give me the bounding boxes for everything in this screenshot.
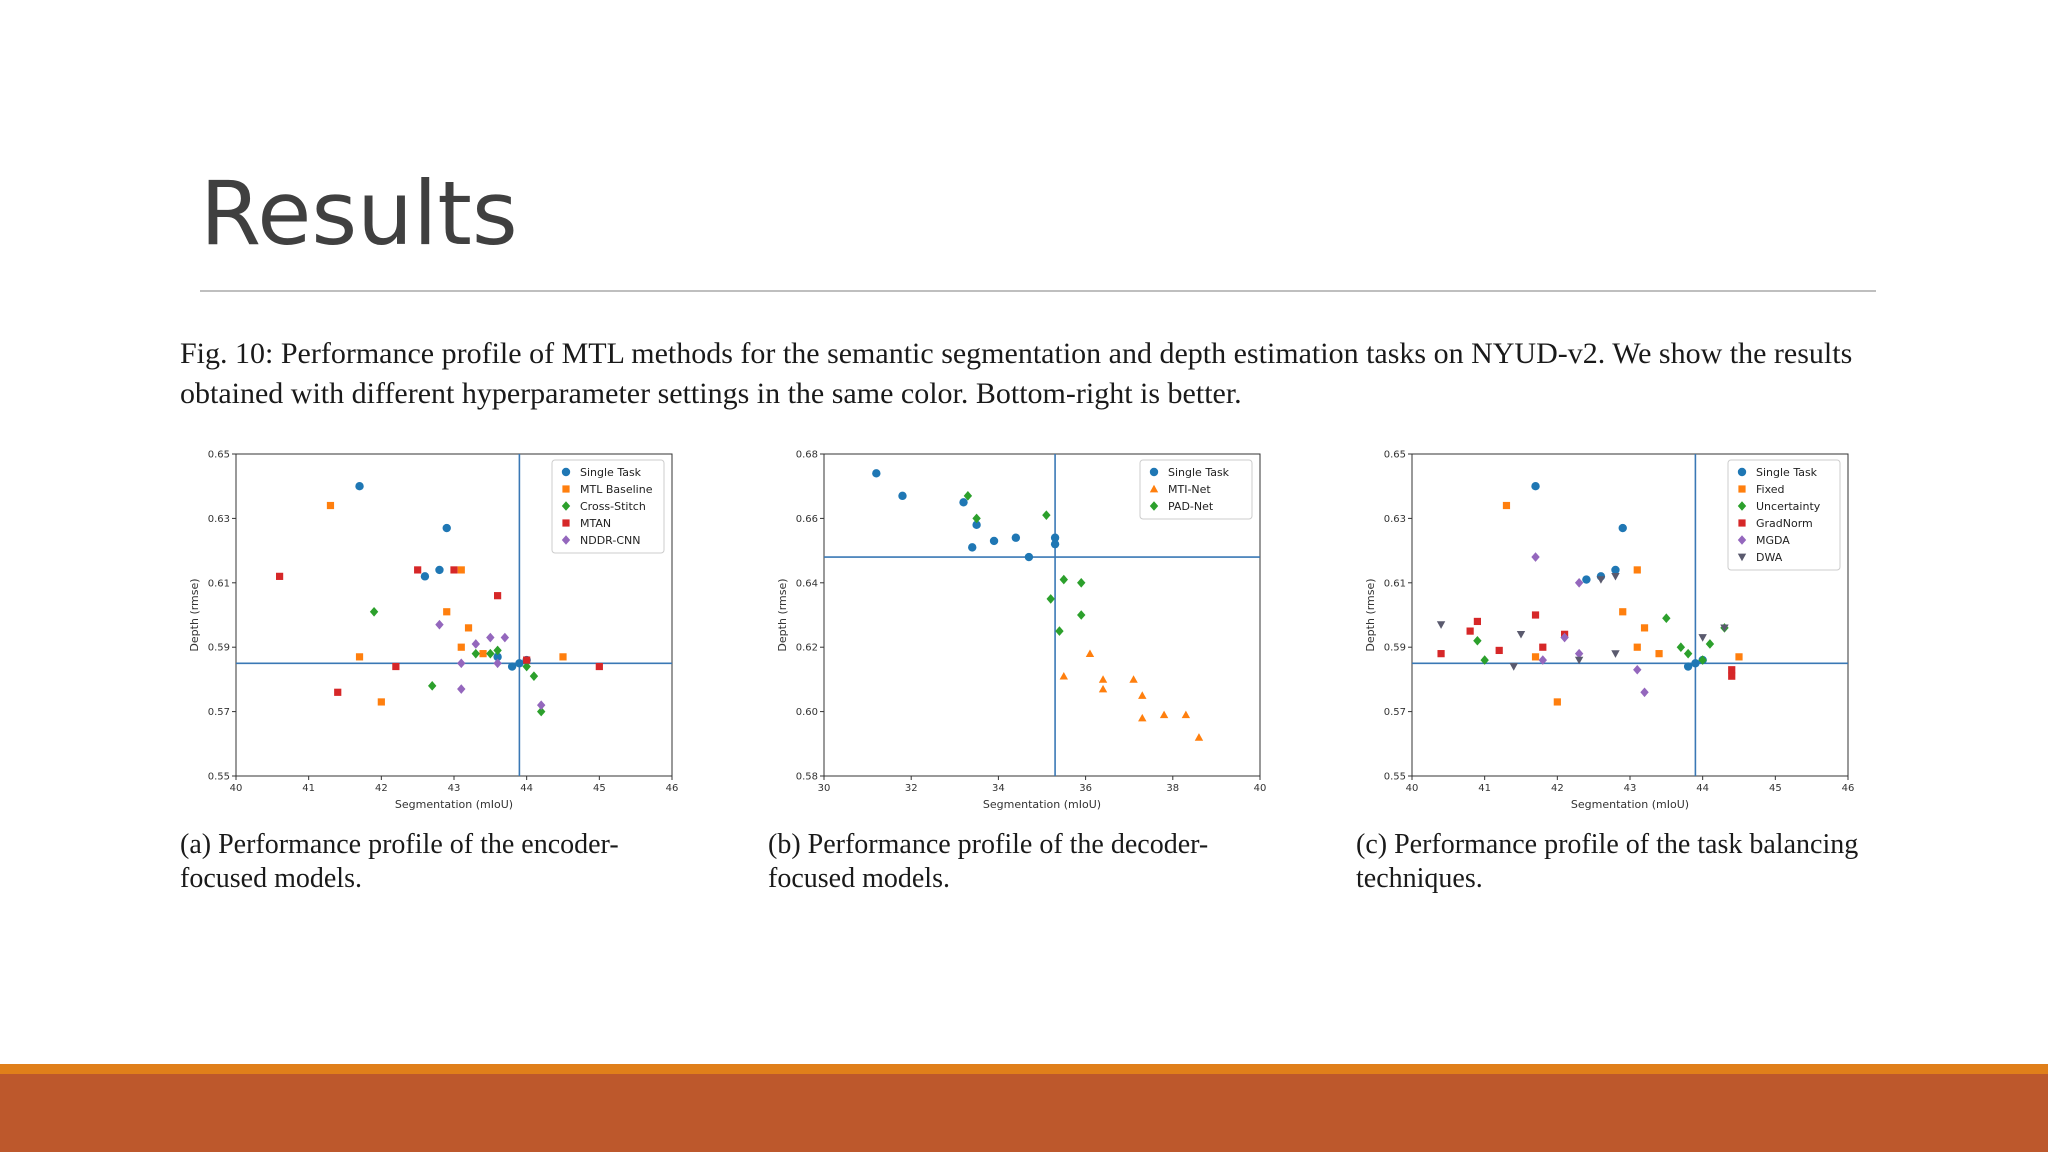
data-point <box>872 469 880 477</box>
legend-marker <box>562 519 569 526</box>
legend-label: GradNorm <box>1756 517 1813 530</box>
data-point <box>898 492 906 500</box>
data-point <box>1634 644 1641 651</box>
data-point <box>414 566 421 573</box>
y-tick-label: 0.66 <box>795 513 818 525</box>
x-tick-label: 32 <box>904 783 918 794</box>
y-axis-label: Depth (rmse) <box>776 578 789 652</box>
data-point <box>1467 628 1474 635</box>
data-point <box>1554 698 1561 705</box>
scatter-chart-encoder <box>180 440 700 820</box>
y-tick-label: 0.60 <box>795 707 818 719</box>
y-tick-label: 0.61 <box>207 578 230 590</box>
scatter-chart-decoder <box>768 440 1288 820</box>
data-point <box>421 572 429 580</box>
data-point <box>1582 575 1590 583</box>
data-point <box>1634 566 1641 573</box>
data-point <box>1684 662 1692 670</box>
data-point <box>1025 553 1033 561</box>
x-tick-label: 43 <box>447 783 461 794</box>
subcaption-b: (b) Performance profile of the decoder-focused models. <box>768 829 1209 894</box>
x-tick-label: 45 <box>592 783 606 794</box>
data-point <box>1437 650 1444 657</box>
legend-label: Uncertainty <box>1756 500 1821 513</box>
y-tick-label: 0.58 <box>795 771 818 783</box>
data-point <box>1051 540 1059 548</box>
legend-marker <box>1738 468 1746 476</box>
data-point <box>1691 659 1699 667</box>
data-point <box>392 663 399 670</box>
x-tick-label: 41 <box>302 783 316 794</box>
data-point <box>523 656 530 663</box>
x-tick-label: 40 <box>1405 783 1419 794</box>
data-point <box>458 644 465 651</box>
x-axis-label: Segmentation (mIoU) <box>394 798 514 811</box>
data-point <box>990 537 998 545</box>
data-point <box>276 573 283 580</box>
y-tick-label: 0.65 <box>1383 449 1406 461</box>
data-point <box>355 482 363 490</box>
x-tick-label: 46 <box>665 783 679 794</box>
data-point <box>1496 647 1503 654</box>
y-tick-label: 0.63 <box>207 513 230 525</box>
x-tick-label: 44 <box>520 783 534 794</box>
legend-label: PAD-Net <box>1168 500 1214 513</box>
x-tick-label: 43 <box>1623 783 1637 794</box>
data-point <box>959 498 967 506</box>
x-tick-label: 38 <box>1166 783 1180 794</box>
data-point <box>1735 653 1742 660</box>
y-tick-label: 0.63 <box>1383 513 1406 525</box>
y-tick-label: 0.57 <box>207 707 230 719</box>
legend-label: Single Task <box>1168 466 1230 479</box>
data-point <box>508 662 516 670</box>
x-axis-label: Segmentation (mIoU) <box>1570 798 1690 811</box>
data-point <box>1012 534 1020 542</box>
data-point <box>443 608 450 615</box>
data-point <box>1728 666 1735 673</box>
y-axis-label: Depth (rmse) <box>1364 578 1377 652</box>
chart-panel-b <box>768 440 1288 896</box>
y-axis-label: Depth (rmse) <box>188 578 201 652</box>
x-tick-label: 42 <box>374 783 388 794</box>
x-tick-label: 42 <box>1550 783 1564 794</box>
scatter-chart-balancing <box>1356 440 1876 820</box>
figure-caption: Fig. 10: Performance profile of MTL methods for the semantic segmentation and depth estimation tasks on NYUD-v2. We show the results obtained with different hyperparameter settings in the same color. Bottom-right is better. <box>180 337 1853 410</box>
x-tick-label: 41 <box>1478 783 1492 794</box>
data-point <box>559 653 566 660</box>
data-point <box>479 650 486 657</box>
legend-label: MTI-Net <box>1168 483 1211 496</box>
data-point <box>327 502 334 509</box>
y-tick-label: 0.64 <box>795 578 818 590</box>
data-point <box>1531 482 1539 490</box>
data-point <box>356 653 363 660</box>
x-tick-label: 40 <box>229 783 243 794</box>
legend-label: MTAN <box>580 517 612 530</box>
legend-marker <box>1738 485 1745 492</box>
data-point <box>465 624 472 631</box>
data-point <box>443 524 451 532</box>
subcaption-a: (a) Performance profile of the encoder-focused models. <box>180 829 619 894</box>
y-tick-label: 0.68 <box>795 449 818 461</box>
legend-marker <box>562 468 570 476</box>
data-point <box>1474 618 1481 625</box>
data-point <box>1532 611 1539 618</box>
data-point <box>968 543 976 551</box>
footer-bar <box>0 1074 2048 1152</box>
y-tick-label: 0.57 <box>1383 707 1406 719</box>
y-tick-label: 0.62 <box>795 642 818 654</box>
y-tick-label: 0.61 <box>1383 578 1406 590</box>
x-tick-label: 30 <box>817 783 831 794</box>
legend-marker <box>562 485 569 492</box>
legend-label: Single Task <box>1756 466 1818 479</box>
data-point <box>596 663 603 670</box>
data-point <box>1619 608 1626 615</box>
data-point <box>334 689 341 696</box>
data-point <box>515 659 523 667</box>
legend-label: Fixed <box>1756 483 1785 496</box>
data-point <box>1611 566 1619 574</box>
legend-label: MTL Baseline <box>580 483 653 496</box>
data-point <box>458 566 465 573</box>
data-point <box>1532 653 1539 660</box>
title-divider <box>200 290 1876 292</box>
slide-title: Results <box>200 162 518 265</box>
y-tick-label: 0.59 <box>1383 642 1406 654</box>
data-point <box>1655 650 1662 657</box>
x-tick-label: 44 <box>1696 783 1710 794</box>
y-tick-label: 0.65 <box>207 449 230 461</box>
data-point <box>494 592 501 599</box>
y-tick-label: 0.55 <box>1383 771 1406 783</box>
x-tick-label: 34 <box>992 783 1005 794</box>
x-axis-label: Segmentation (mIoU) <box>982 798 1102 811</box>
data-point <box>1539 644 1546 651</box>
chart-panel-a <box>180 440 700 896</box>
data-point <box>1503 502 1510 509</box>
legend-marker <box>1738 519 1745 526</box>
data-point <box>1619 524 1627 532</box>
subcaption-c: (c) Performance profile of the task balancing techniques. <box>1356 829 1859 894</box>
legend-label: NDDR-CNN <box>580 534 641 547</box>
legend-marker <box>1150 468 1158 476</box>
data-point <box>450 566 457 573</box>
legend-label: DWA <box>1756 551 1783 564</box>
data-point <box>1728 673 1735 680</box>
chart-panel-c <box>1356 440 1876 896</box>
x-tick-label: 46 <box>1841 783 1855 794</box>
legend-label: Single Task <box>580 466 642 479</box>
data-point <box>435 566 443 574</box>
legend-label: Cross-Stitch <box>580 500 646 513</box>
x-tick-label: 40 <box>1253 783 1267 794</box>
data-point <box>378 698 385 705</box>
legend-label: MGDA <box>1756 534 1790 547</box>
y-tick-label: 0.55 <box>207 771 230 783</box>
x-tick-label: 36 <box>1079 783 1092 794</box>
y-tick-label: 0.59 <box>207 642 230 654</box>
footer-accent-bar <box>0 1064 2048 1074</box>
x-tick-label: 45 <box>1768 783 1782 794</box>
data-point <box>1641 624 1648 631</box>
